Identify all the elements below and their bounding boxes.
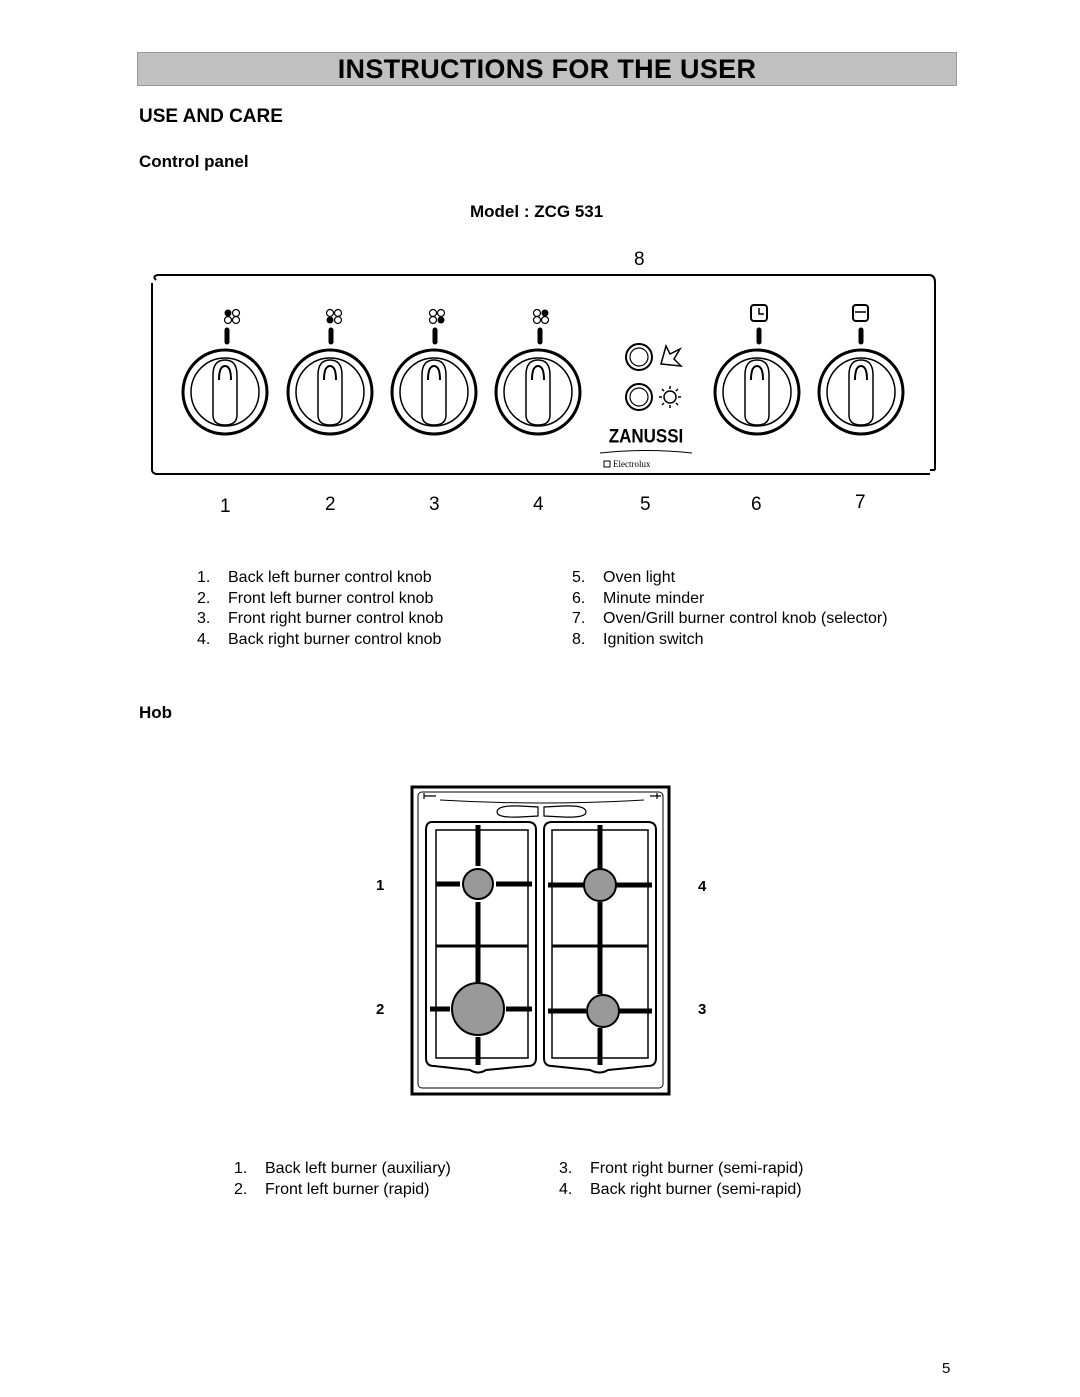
- page-number: 5: [942, 1360, 951, 1377]
- hob-callout-2: 2: [376, 1001, 385, 1018]
- list-item: 4. Back right burner control knob: [197, 630, 442, 648]
- hob-callout-3: 3: [698, 1001, 707, 1018]
- hob-legend-right: [559, 1159, 803, 1200]
- callout-2: 2: [325, 494, 336, 515]
- list-item: 5. Oven light: [572, 569, 676, 586]
- hob-callout-1: 1: [376, 877, 385, 894]
- hob-grate-right: [544, 822, 656, 1073]
- burner-1: [463, 869, 493, 899]
- callout-6: 6: [751, 494, 762, 515]
- burner-3: [587, 995, 619, 1027]
- burner-4: [584, 869, 616, 901]
- section-title: USE AND CARE: [139, 106, 283, 127]
- callout-7: 7: [855, 492, 866, 513]
- list-item: 2. Front left burner (rapid): [234, 1180, 430, 1198]
- list-item: 4. Back right burner (semi-rapid): [559, 1180, 802, 1198]
- callout-8: 8: [634, 249, 645, 270]
- callout-3: 3: [429, 494, 440, 515]
- burner-2: [452, 983, 504, 1035]
- list-item: 1. Back left burner control knob: [197, 569, 432, 586]
- list-item: 2. Front left burner control knob: [197, 589, 434, 607]
- list-item: 3. Front right burner (semi-rapid): [559, 1160, 804, 1177]
- hob-callout-4: 4: [698, 878, 707, 895]
- zanussi-logo: ZANUSSI: [608, 424, 684, 448]
- list-item: 7. Oven/Grill burner control knob (selector): [572, 610, 888, 627]
- hob-legend-left: [234, 1159, 451, 1200]
- list-item: 8. Ignition switch: [572, 630, 704, 648]
- callout-4: 4: [533, 494, 544, 515]
- list-item: 6. Minute minder: [572, 589, 705, 607]
- list-item: 3. Front right burner control knob: [197, 610, 444, 627]
- control-panel-title: Control panel: [139, 152, 249, 171]
- hob-title: Hob: [139, 703, 173, 722]
- model-label: Model : ZCG 531: [470, 202, 604, 221]
- callout-5: 5: [640, 494, 651, 515]
- page-banner: INSTRUCTIONS FOR THE USER: [137, 52, 957, 86]
- electrolux-logo: Electrolux: [613, 459, 651, 469]
- list-item: 1. Back left burner (auxiliary): [234, 1160, 451, 1177]
- callout-1: 1: [220, 496, 231, 517]
